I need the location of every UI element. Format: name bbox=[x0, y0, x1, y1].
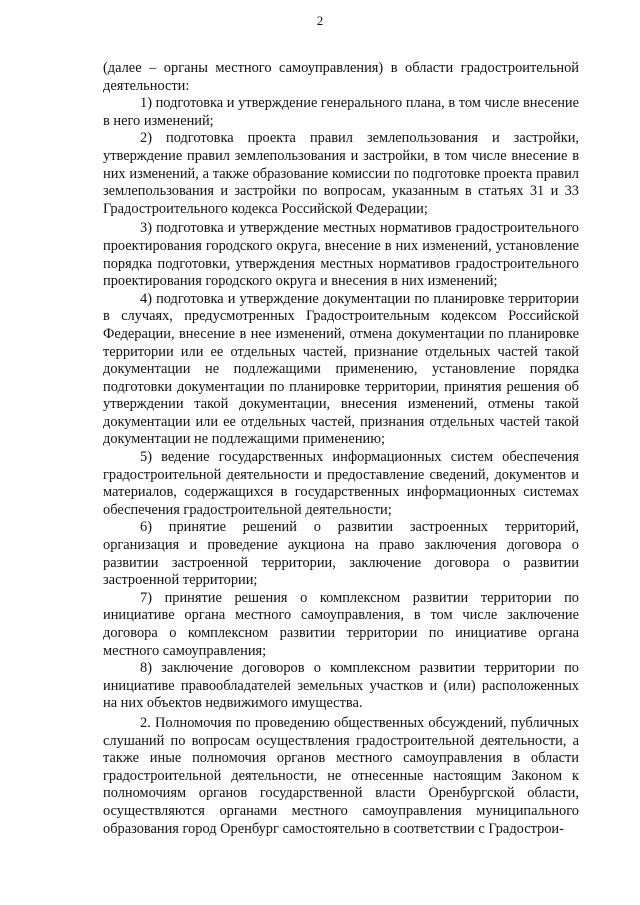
paragraph-intro: (далее – органы местного самоуправления) в области градостроительной деятельности: bbox=[103, 60, 579, 94]
document-body bbox=[103, 60, 579, 838]
paragraph-item-4: 4) подготовка и утверждение документации по планировке территории в случаях, предусмотренных Градостроительным кодексом Российской Федерации, внесение в нее изменений, отмена документации по планировке территории или ее отдельных частей, признание отдельных частей такой документации не подлежащими применению, установление порядка подготовки документации по планировке территории, принятия решения об утверждении такой документации, внесения изменений, отмены такой документации или ее отдельных частей, признания отдельных частей такой документации не подлежащими применению; bbox=[103, 290, 579, 448]
paragraph-section-2: 2. Полномочия по проведению общественных обсуждений, публичных слушаний по вопросам осуществления градостроительной деятельности, а также иные полномочия органов местного самоуправления в области градостроительной деятельности, не отнесенные настоящим Законом к полномочиям органов государственной власти Оренбургской области, осуществляются органами местного самоуправления муниципального образования город Оренбург самостоятельно в соответствии с Градострои- bbox=[103, 714, 579, 837]
paragraph-item-2: 2) подготовка проекта правил землепользования и застройки, утверждение правил землепользования и застройки, в том числе внесение в них изменений, а также образование комиссии по подготовке проекта правил землепользования и застройки по вопросам, указанным в статьях 31 и 33 Градостроительного кодекса Российской Федерации; bbox=[103, 130, 579, 217]
paragraph-item-3: 3) подготовка и утверждение местных нормативов градостроительного проектирования городского округа, внесение в них изменений, установление порядка подготовки, утверждения местных нормативов градостроительного проектирования городского округа и внесения в них изменений; bbox=[103, 220, 579, 290]
paragraph-item-8: 8) заключение договоров о комплексном развитии территории по инициативе правообладателей земельных участков и (или) расположенных на них объектов недвижимого имущества. bbox=[103, 660, 579, 712]
paragraph-item-6: 6) принятие решений о развитии застроенных территорий, организация и проведение аукциона на право заключения договора о развитии застроенной территории, заключение договора о развитии застроенной территории; bbox=[103, 519, 579, 589]
paragraph-item-7: 7) принятие решения о комплексном развитии территории по инициативе органа местного самоуправления, в том числе заключение договора о комплексном развитии территории по инициативе органа местного самоуправления; bbox=[103, 589, 579, 659]
page-number: 2 bbox=[316, 13, 324, 28]
paragraph-item-1: 1) подготовка и утверждение генерального плана, в том числе внесение в него изменений; bbox=[103, 95, 579, 129]
paragraph-item-5: 5) ведение государственных информационных систем обеспечения градостроительной деятельности и предоставление сведений, документов и материалов, содержащихся в государственных информационных системах обеспечения градостроительной деятельности; bbox=[103, 449, 579, 518]
